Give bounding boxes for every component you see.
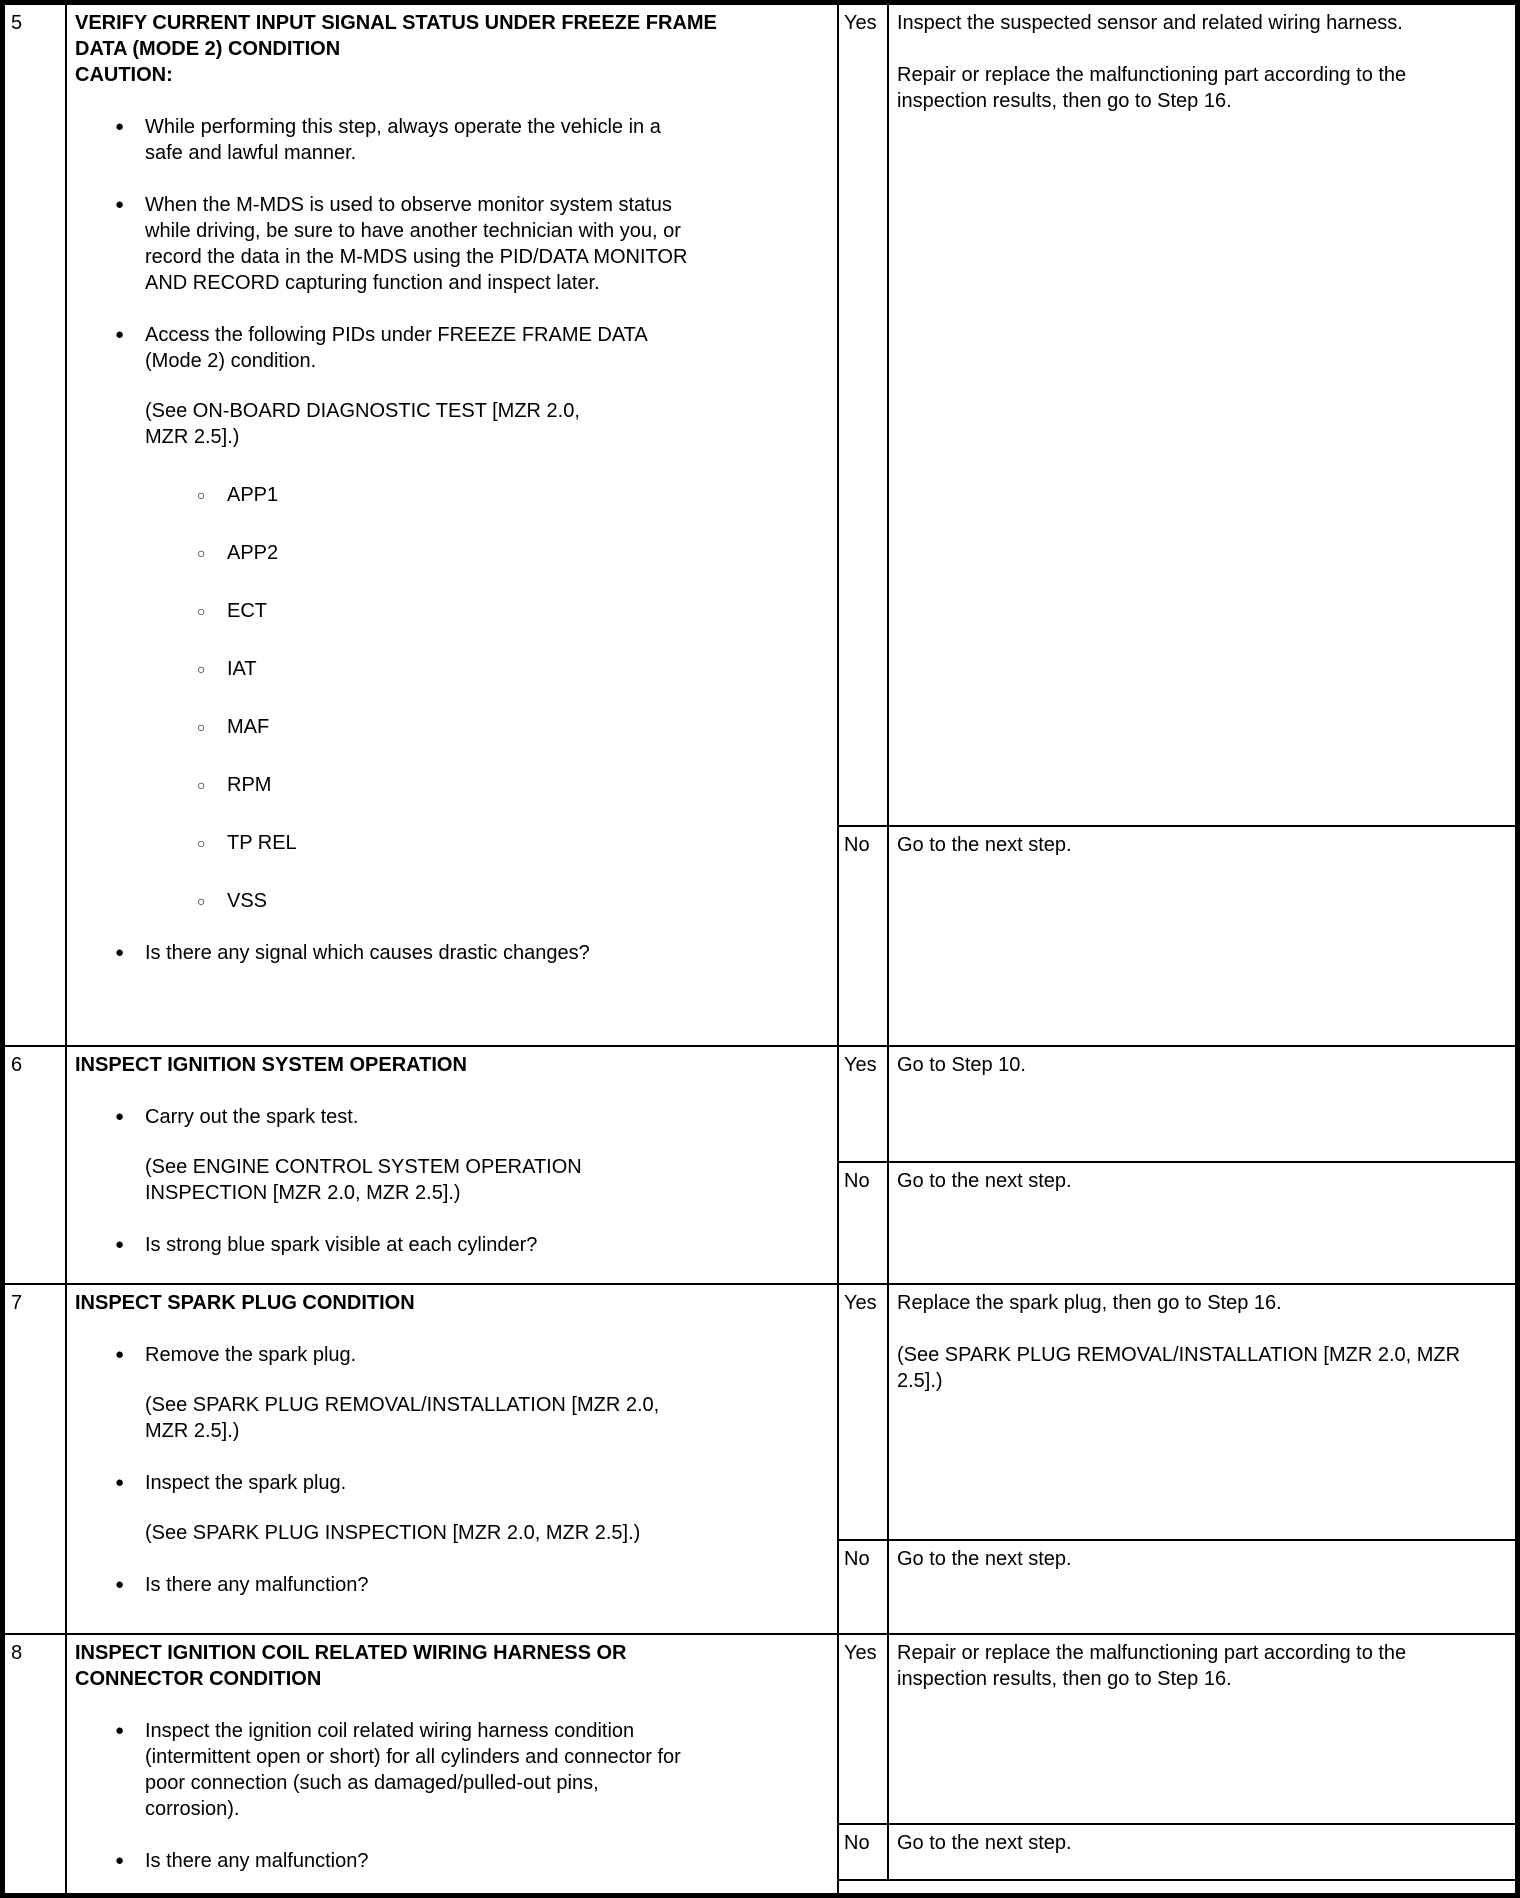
bullet-icon: ● [115, 196, 125, 213]
result-text: Replace the spark plug, then go to Step 16. [897, 1292, 1282, 1314]
no-action-cell [889, 1825, 1515, 1879]
pid-item [197, 888, 829, 914]
bullet-item [115, 1470, 829, 1496]
result-text: Go to the next step. [897, 1548, 1072, 1570]
answer-column [839, 1047, 1515, 1283]
step-number-cell [5, 1285, 67, 1633]
bullet-icon: ● [115, 118, 125, 135]
no-action-cell [889, 1163, 1515, 1283]
result-text: Repair or replace the malfunctioning part according to the inspection results, then go to Step 16. [897, 64, 1407, 112]
step-title: INSPECT SPARK PLUG CONDITION [75, 1292, 415, 1314]
step-action-cell [67, 1285, 839, 1633]
bullet-item [115, 1104, 829, 1130]
pid-label: ECT [227, 600, 267, 622]
circle-bullet-icon: ○ [197, 545, 206, 561]
bullet-text: Is strong blue spark visible at each cylinder? [145, 1234, 538, 1256]
yes-label-cell [839, 1635, 889, 1823]
pid-item [197, 656, 829, 682]
step-action-cell [67, 5, 839, 1045]
circle-bullet-icon: ○ [197, 777, 206, 793]
yes-label-cell [839, 1285, 889, 1539]
empty-row [839, 1879, 1515, 1893]
bullet-icon: ● [115, 326, 125, 343]
step-number: 6 [11, 1054, 23, 1076]
bullet-icon: ● [115, 1722, 125, 1739]
pid-label: TP REL [227, 832, 297, 854]
pid-label: VSS [227, 890, 268, 912]
no-row [839, 825, 1515, 1045]
pid-item [197, 714, 829, 740]
step-number-cell [5, 1047, 67, 1283]
bullet-icon: ● [115, 1108, 125, 1125]
circle-bullet-icon: ○ [197, 835, 206, 851]
pid-label: APP1 [227, 484, 279, 506]
bullet-icon: ● [115, 944, 125, 961]
pid-item [197, 598, 829, 624]
bullet-item [115, 940, 829, 966]
bullet-item [115, 322, 829, 374]
pid-label: APP2 [227, 542, 279, 564]
circle-bullet-icon: ○ [197, 603, 206, 619]
result-text: Go to the next step. [897, 1832, 1072, 1854]
no-label: No [844, 1832, 870, 1854]
step-number-cell [5, 5, 67, 1045]
yes-action-cell [889, 1285, 1515, 1539]
pid-label: MAF [227, 716, 270, 738]
reference-note: (See ENGINE CONTROL SYSTEM OPERATION INSPECTION [MZR 2.0, MZR 2.5].) [145, 1156, 582, 1204]
result-text: Go to Step 10. [897, 1054, 1026, 1076]
bullet-item [115, 1848, 829, 1874]
bullet-item [115, 1572, 829, 1598]
no-action-cell [889, 827, 1515, 1045]
yes-row [839, 1285, 1515, 1539]
step-row-6 [5, 1045, 1515, 1283]
no-row [839, 1823, 1515, 1879]
no-row [839, 1161, 1515, 1283]
bullet-icon: ● [115, 1852, 125, 1869]
bullet-text: Remove the spark plug. [145, 1344, 357, 1366]
no-label: No [844, 1548, 870, 1570]
step-row-8 [5, 1633, 1515, 1893]
yes-row [839, 1635, 1515, 1823]
pid-item [197, 772, 829, 798]
bullet-item [115, 114, 829, 166]
yes-label: Yes [844, 1054, 877, 1076]
reference-note: (See ON-BOARD DIAGNOSTIC TEST [MZR 2.0, MZR 2.5].) [145, 400, 580, 448]
pid-item [197, 830, 829, 856]
circle-bullet-icon: ○ [197, 661, 206, 677]
step-row-7 [5, 1283, 1515, 1633]
pid-label: IAT [227, 658, 257, 680]
yes-row [839, 1047, 1515, 1161]
bullet-item [115, 1342, 829, 1368]
step-title: VERIFY CURRENT INPUT SIGNAL STATUS UNDER FREEZE FRAME DATA (MODE 2) CONDITION [75, 12, 717, 60]
yes-row [839, 5, 1515, 825]
no-label-cell [839, 1163, 889, 1283]
result-text: Go to the next step. [897, 1170, 1072, 1192]
bullet-text: When the M-MDS is used to observe monitor system status while driving, be sure to have another technician with you, or record the data in the M-MDS using the PID/DATA MONITOR AND RECORD capturing function and inspect later. [145, 194, 688, 294]
bullet-text: Inspect the ignition coil related wiring harness condition (intermittent open or short) for all cylinders and connector for poor connection (such as damaged/pulled-out pins, corrosion). [145, 1720, 681, 1820]
caution-label: CAUTION: [75, 64, 173, 86]
step-title: INSPECT IGNITION COIL RELATED WIRING HARNESS OR CONNECTOR CONDITION [75, 1642, 627, 1690]
bullet-text: Is there any malfunction? [145, 1574, 369, 1596]
result-text: Repair or replace the malfunctioning part according to the inspection results, then go to Step 16. [897, 1642, 1407, 1690]
circle-bullet-icon: ○ [197, 719, 206, 735]
result-text: Inspect the suspected sensor and related wiring harness. [897, 12, 1403, 34]
no-label-cell [839, 827, 889, 1045]
step-number-cell [5, 1635, 67, 1893]
result-text: Go to the next step. [897, 834, 1072, 856]
no-row [839, 1539, 1515, 1633]
no-label: No [844, 1170, 870, 1192]
bullet-item [115, 192, 829, 296]
answer-column [839, 1635, 1515, 1893]
no-label-cell [839, 1825, 889, 1879]
yes-label-cell [839, 1047, 889, 1161]
yes-label: Yes [844, 12, 877, 34]
yes-action-cell [889, 5, 1515, 825]
yes-label: Yes [844, 1292, 877, 1314]
reference-note: (See SPARK PLUG REMOVAL/INSTALLATION [MZR 2.0, MZR 2.5].) [145, 1394, 660, 1442]
bullet-item [115, 1718, 829, 1822]
no-action-cell [889, 1541, 1515, 1633]
step-title: INSPECT IGNITION SYSTEM OPERATION [75, 1054, 467, 1076]
step-number: 8 [11, 1642, 23, 1664]
bullet-icon: ● [115, 1576, 125, 1593]
circle-bullet-icon: ○ [197, 487, 206, 503]
step-row-5 [5, 5, 1515, 1045]
yes-label: Yes [844, 1642, 877, 1664]
answer-column [839, 1285, 1515, 1633]
no-label-cell [839, 1541, 889, 1633]
yes-action-cell [889, 1047, 1515, 1161]
yes-action-cell [889, 1635, 1515, 1823]
pid-item [197, 540, 829, 566]
yes-label-cell [839, 5, 889, 825]
bullet-item [115, 1232, 829, 1258]
no-label: No [844, 834, 870, 856]
bullet-text: Is there any signal which causes drastic changes? [145, 942, 590, 964]
answer-column [839, 5, 1515, 1045]
pid-item [197, 482, 829, 508]
result-text: (See SPARK PLUG REMOVAL/INSTALLATION [MZR 2.0, MZR 2.5].) [897, 1344, 1461, 1392]
bullet-text: While performing this step, always operate the vehicle in a safe and lawful manner. [145, 116, 661, 164]
bullet-icon: ● [115, 1346, 125, 1363]
bullet-text: Is there any malfunction? [145, 1850, 369, 1872]
pid-label: RPM [227, 774, 272, 796]
step-action-cell [67, 1635, 839, 1893]
bullet-text: Access the following PIDs under FREEZE FRAME DATA (Mode 2) condition. [145, 324, 647, 372]
step-number: 7 [11, 1292, 23, 1314]
step-action-cell [67, 1047, 839, 1283]
bullet-icon: ● [115, 1236, 125, 1253]
bullet-text: Inspect the spark plug. [145, 1472, 347, 1494]
reference-note: (See SPARK PLUG INSPECTION [MZR 2.0, MZR 2.5].) [145, 1522, 641, 1544]
bullet-text: Carry out the spark test. [145, 1106, 359, 1128]
bullet-icon: ● [115, 1474, 125, 1491]
circle-bullet-icon: ○ [197, 893, 206, 909]
step-number: 5 [11, 12, 23, 34]
